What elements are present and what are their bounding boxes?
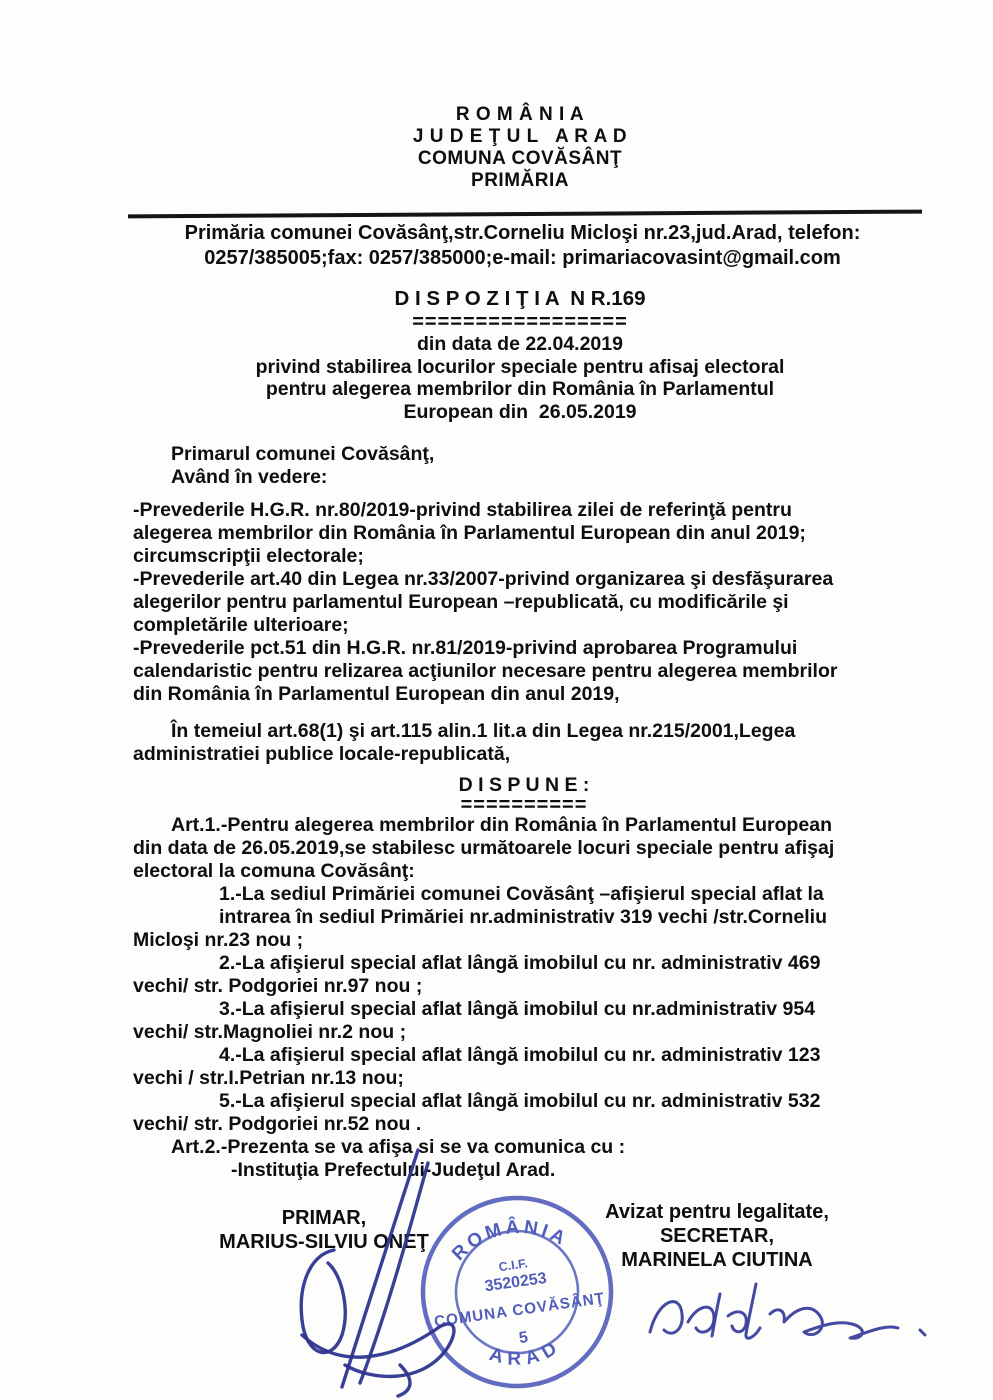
consideration-line-3: circumscripţii electorale; bbox=[133, 545, 364, 567]
art1-line-2: din data de 26.05.2019,se stabilesc următoarele locuri speciale pentru afişaj bbox=[133, 837, 835, 859]
intro-line-2: Având în vedere: bbox=[171, 466, 328, 488]
dispune-heading: D I S P U N E : bbox=[458, 774, 590, 796]
location-line-5: vechi/ str. Podgoriei nr.97 nou ; bbox=[133, 975, 423, 997]
spacer bbox=[133, 706, 925, 720]
consideration-line-1: -Prevederile H.G.R. nr.80/2019-privind stabilirea zilei de referinţă pentru bbox=[133, 499, 792, 521]
legal-basis-line-1: În temeiul art.68(1) şi art.115 alin.1 lit.a din Legea nr.215/2001,Legea bbox=[171, 720, 796, 742]
secretary-signature-ink bbox=[628, 1270, 938, 1365]
letterhead-divider bbox=[128, 210, 922, 219]
primar-name: MARIUS-SILVIU ONEŢ bbox=[219, 1231, 429, 1253]
spacer bbox=[133, 489, 925, 499]
contact-line-2: 0257/385005;fax: 0257/385000;e-mail: primariacovasint@gmail.com bbox=[204, 247, 841, 269]
primar-role-label: PRIMAR, bbox=[281, 1207, 367, 1229]
stamp-county-arc: ARAD bbox=[486, 1335, 566, 1370]
letterhead-county: J U D E Ţ U L A R A D bbox=[412, 126, 628, 147]
stamp-number: 5 bbox=[517, 1329, 530, 1348]
location-line-7: vechi/ str.Magnoliei nr.2 nou ; bbox=[133, 1021, 407, 1043]
location-line-9: vechi / str.I.Petrian nr.13 nou; bbox=[133, 1067, 404, 1089]
secretary-signature-block bbox=[572, 1200, 862, 1272]
consideration-line-7: -Prevederile pct.51 din H.G.R. nr.81/2019-privind aprobarea Programului bbox=[133, 637, 798, 659]
consideration-line-5: alegerilor pentru parlamentul European –republicată, cu modificările şi bbox=[133, 591, 789, 613]
art1-line-1: Art.1.-Pentru alegerea membrilor din România în Parlamentul European bbox=[171, 814, 832, 836]
letterhead-commune: COMUNA COVĂSÂNŢ bbox=[417, 148, 623, 169]
location-line-4: 2.-La afişierul special aflat lângă imobilul cu nr. administrativ 469 bbox=[219, 952, 821, 974]
location-line-1: 1.-La sediul Primăriei comunei Covăsânţ –afişierul special aflat la bbox=[219, 883, 824, 905]
mayor-signature-ink bbox=[250, 1135, 530, 1398]
location-line-3: Micloşi nr.23 nou ; bbox=[133, 929, 304, 951]
contact-line-1: Primăria comunei Covăsânţ,str.Corneliu Micloşi nr.23,jud.Arad, telefon: bbox=[184, 222, 861, 244]
location-line-8: 4.-La afişierul special aflat lângă imobilul cu nr. administrativ 123 bbox=[219, 1044, 821, 1066]
location-line-11: vechi/ str. Podgoriei nr.52 nou . bbox=[133, 1113, 422, 1135]
stamp-country-arc: ROMÂNIA bbox=[448, 1216, 572, 1265]
disposition-title: D I S P O Z I Ţ I A N R.169 bbox=[394, 287, 646, 310]
stamp-commune-banner: COMUNA COVĂSÂNŢ bbox=[433, 1289, 610, 1331]
art2-item: -Instituţia Prefectului-Judeţul Arad. bbox=[231, 1159, 556, 1181]
letterhead bbox=[120, 104, 920, 192]
legal-basis-line-2: administratiei publice locale-republicată, bbox=[133, 743, 511, 765]
document-body bbox=[133, 443, 925, 1182]
title-block bbox=[120, 288, 920, 423]
contact-block bbox=[120, 221, 925, 271]
subject-line-3: European din 26.05.2019 bbox=[403, 400, 637, 423]
consideration-line-4: -Prevederile art.40 din Legea nr.33/2007-privind organizarea şi desfăşurarea bbox=[133, 568, 834, 590]
secretar-role-label: SECRETAR, bbox=[659, 1225, 775, 1247]
location-line-2: intrarea în sediul Primăriei nr.administrativ 319 vechi /str.Corneliu bbox=[219, 906, 827, 928]
secretar-name: MARINELA CIUTINA bbox=[621, 1249, 813, 1271]
spacer bbox=[133, 766, 925, 774]
title-underline: ================= bbox=[412, 310, 628, 333]
location-line-10: 5.-La afişierul special aflat lângă imobilul cu nr. administrativ 532 bbox=[219, 1090, 821, 1112]
consideration-line-8: calendaristic pentru relizarea acţiunilor necesare pentru alegerea membrilor bbox=[133, 660, 838, 682]
consideration-line-9: din România în Parlamentul European din anul 2019, bbox=[133, 683, 620, 705]
disposition-date: din data de 22.04.2019 bbox=[417, 333, 623, 355]
dispune-underline: ========== bbox=[460, 794, 588, 816]
avizat-note: Avizat pentru legalitate, bbox=[605, 1201, 829, 1223]
subject-line-2: pentru alegerea membrilor din România în Parlamentul bbox=[265, 378, 775, 400]
letterhead-country: R O M Â N I A bbox=[455, 104, 585, 125]
stamp-cif-label: C.I.F. bbox=[497, 1256, 529, 1275]
intro-line-1: Primarul comunei Covăsânţ, bbox=[171, 443, 435, 465]
consideration-line-2: alegerea membrilor din România în Parlamentul European din anul 2019; bbox=[133, 522, 806, 544]
location-line-6: 3.-La afişierul special aflat lângă imobilul cu nr.administrativ 954 bbox=[219, 998, 816, 1020]
art2-line: Art.2.-Prezenta se va afişa si se va comunica cu : bbox=[171, 1136, 626, 1158]
letterhead-office: PRIMĂRIA bbox=[471, 170, 569, 191]
consideration-line-6: completările ulterioare; bbox=[133, 614, 349, 636]
art1-line-3: electoral la comuna Covăsânţ: bbox=[133, 860, 415, 882]
stamp-cif-number: 3520253 bbox=[483, 1269, 548, 1296]
subject-line-1: privind stabilirea locurilor speciale pentru afisaj electoral bbox=[255, 355, 785, 378]
